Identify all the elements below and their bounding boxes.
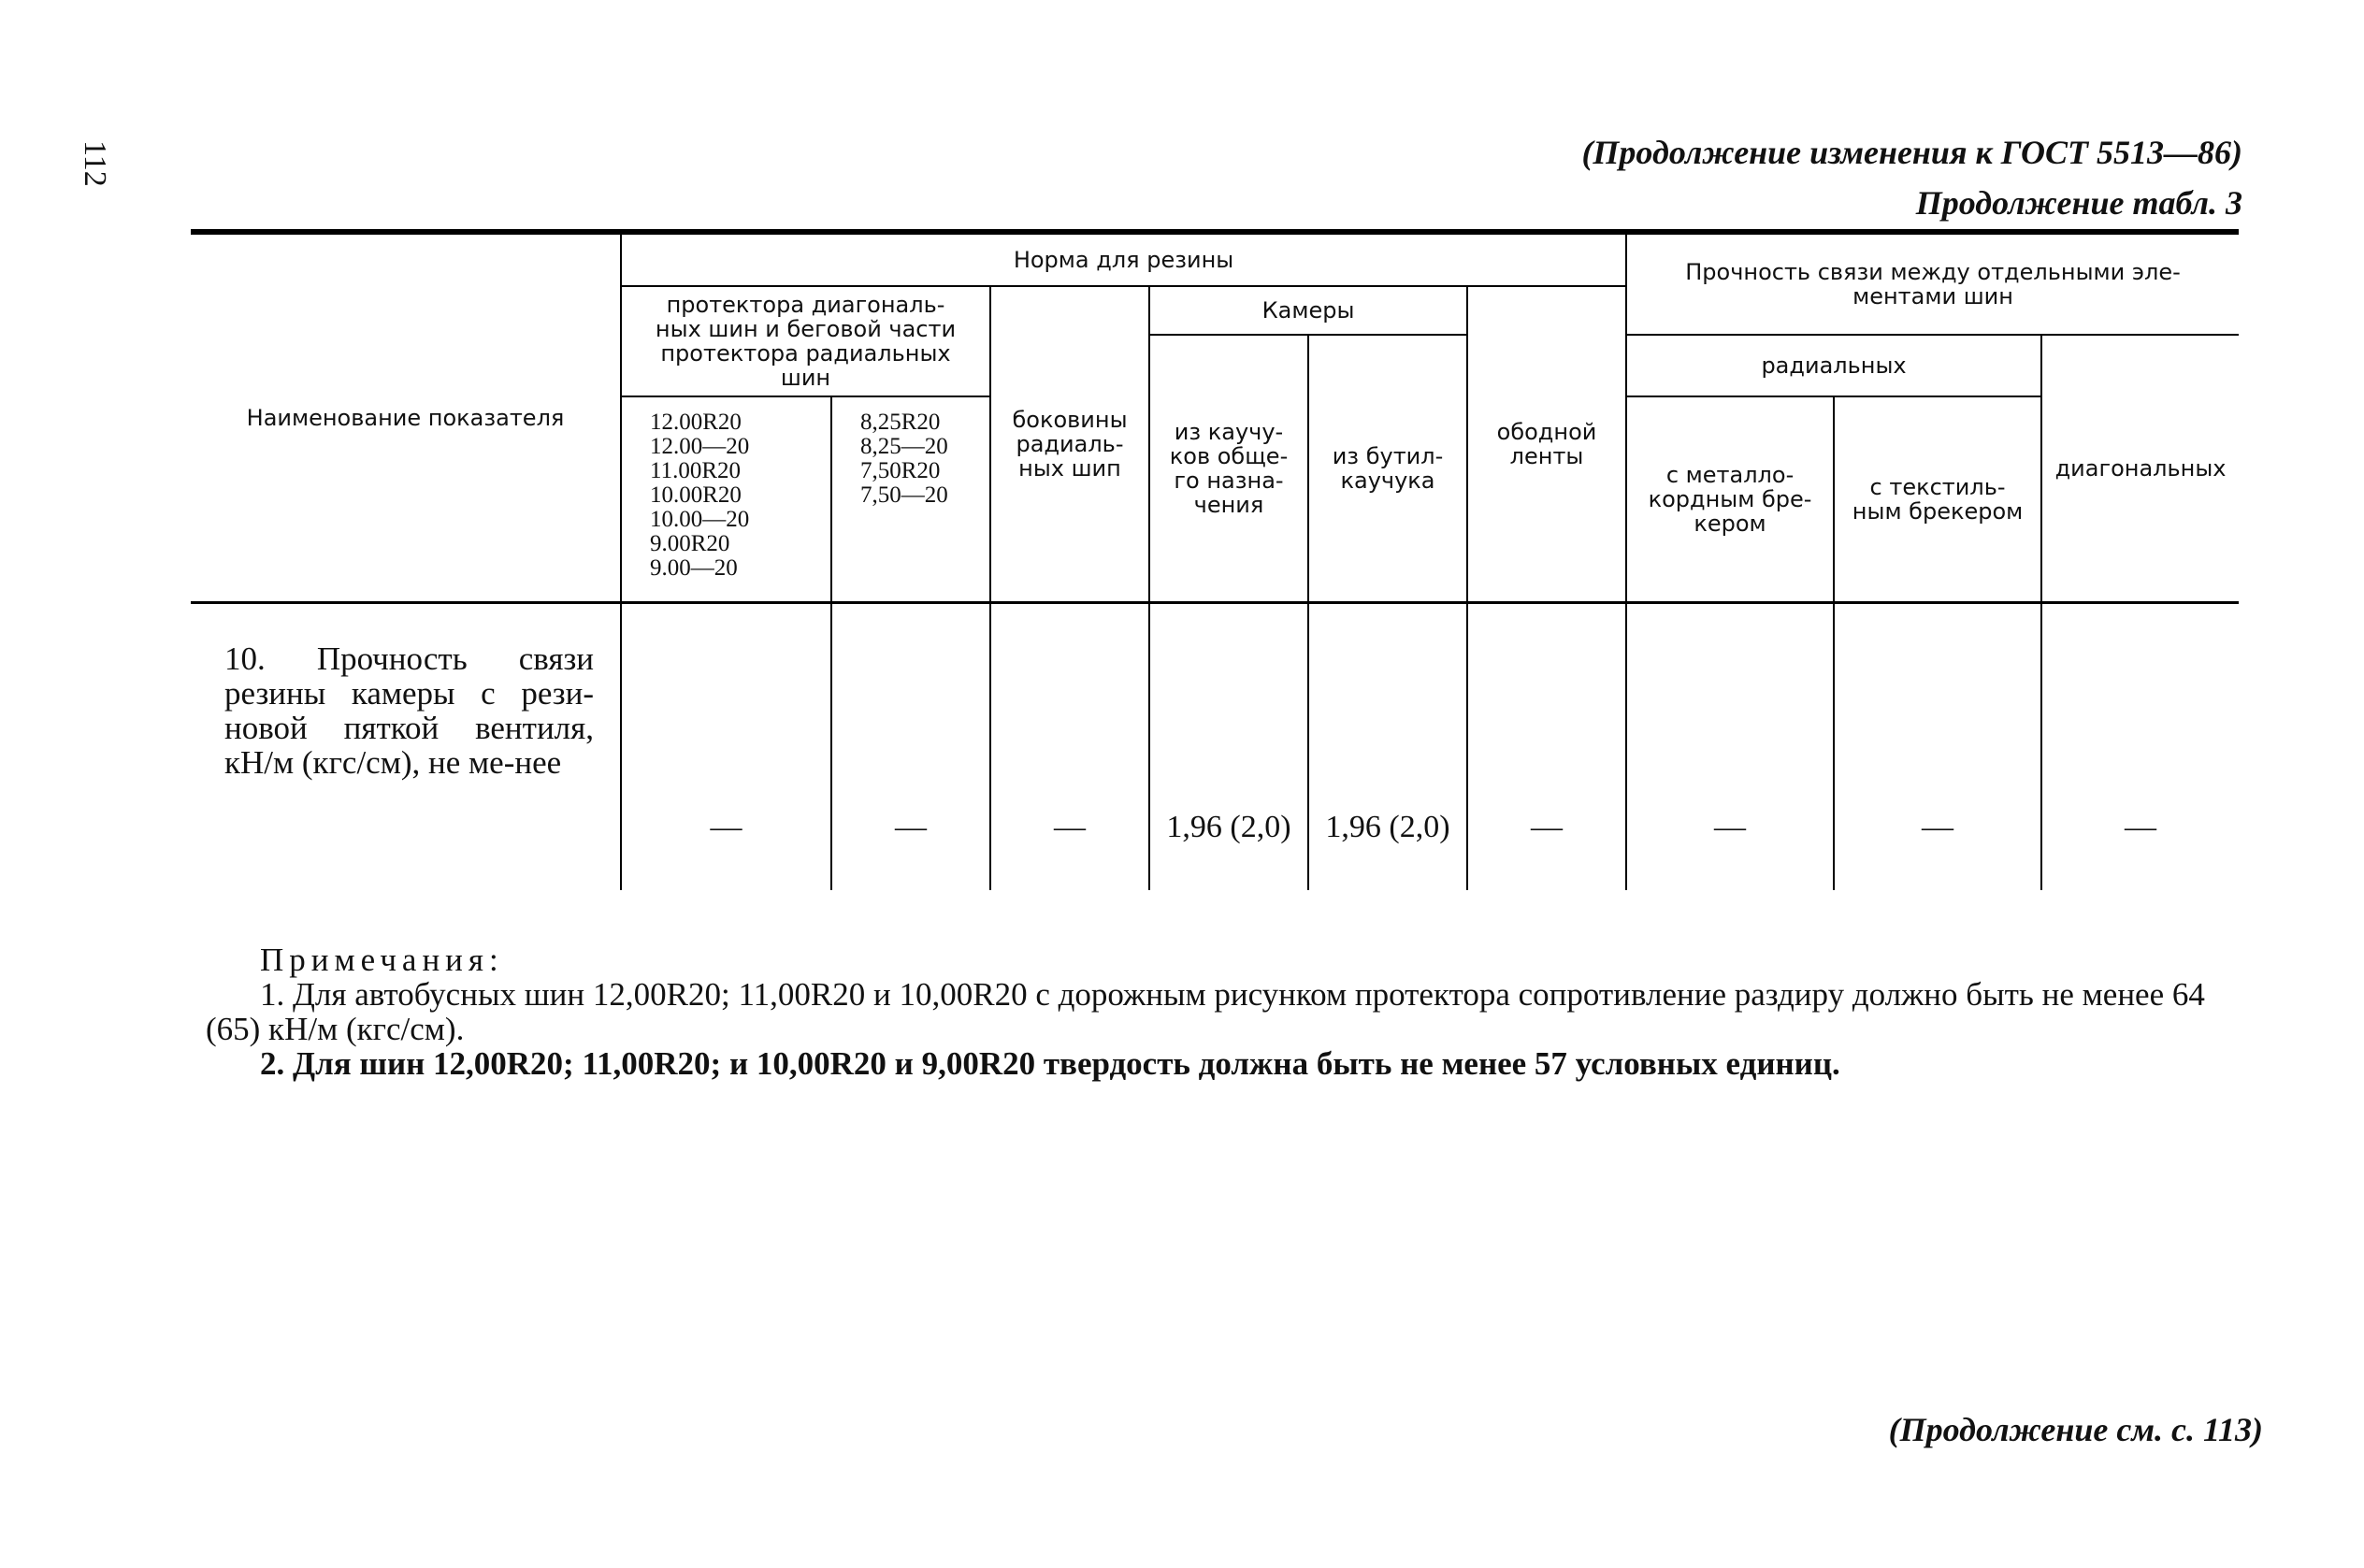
- value-cell: —: [2041, 602, 2239, 890]
- value-cell: —: [1626, 602, 1834, 890]
- value-cell: —: [831, 602, 990, 890]
- header-radial-group: радиальных: [1626, 335, 2041, 396]
- value-cell: —: [1467, 602, 1626, 890]
- table-container: [191, 229, 2239, 890]
- header-cameras-group: Камеры: [1149, 286, 1467, 335]
- header-sizes-right: 8,25R20 8,25—20 7,50R20 7,50—20: [831, 396, 990, 602]
- row-indicator: 10. Прочность связи резины камеры с рези-новой пяткой вентиля, кН/м (кгс/см), не ме-нее: [224, 640, 594, 781]
- continuation-header: (Продолжение изменения к ГОСТ 5513—86): [1581, 134, 2242, 171]
- page-number: 112: [78, 140, 112, 187]
- notes-section: [206, 942, 2226, 1081]
- value-cell: —: [621, 602, 831, 890]
- value-cell: —: [1834, 602, 2041, 890]
- continuation-footer: (Продолжение см. с. 113): [1888, 1411, 2263, 1448]
- header-bond-group: Прочность связи между отдельными эле- ментами шин: [1626, 232, 2239, 335]
- header-butyl: из бутил- каучука: [1308, 335, 1467, 602]
- table-row: [191, 602, 2239, 890]
- notes-title: Примечания:: [260, 942, 504, 978]
- table-continuation-header: Продолжение табл. 3: [1915, 184, 2242, 222]
- header-diagonal: диагональных: [2041, 335, 2239, 602]
- header-general-rubber: из каучу- ков обще- го назна- чения: [1149, 335, 1308, 602]
- header-sizes-left: 12.00R20 12.00—20 11.00R20 10.00R20 10.00—20 9.00R20 9.00—20: [621, 396, 831, 602]
- value-cell: 1,96 (2,0): [1149, 602, 1308, 890]
- header-metal-cord: с металло- кордным бре- кером: [1626, 396, 1834, 602]
- value-cell: 1,96 (2,0): [1308, 602, 1467, 890]
- header-rim-tape: ободной ленты: [1467, 286, 1626, 602]
- header-norma-group: Норма для резины: [621, 232, 1626, 286]
- header-protector-group: протектора диагональ- ных шин и беговой части протектора радиальных шин: [621, 286, 990, 396]
- header-indicator: Наименование показателя: [191, 232, 621, 602]
- note-2: 2. Для шин 12,00R20; 11,00R20; и 10,00R20 и 9,00R20 твердость должна быть не менее 57 условных единиц.: [260, 1045, 1840, 1082]
- note-1: 1. Для автобусных шин 12,00R20; 11,00R20 и 10,00R20 с дорожным рисунком протектора сопротивление раздиру должно быть не менее 64 (65) кН/м (кгс/см).: [206, 976, 2205, 1047]
- header-sidewall: боковины радиаль- ных шип: [990, 286, 1149, 602]
- header-textile: с текстиль- ным брекером: [1834, 396, 2041, 602]
- value-cell: —: [990, 602, 1149, 890]
- gost-table: [191, 229, 2239, 890]
